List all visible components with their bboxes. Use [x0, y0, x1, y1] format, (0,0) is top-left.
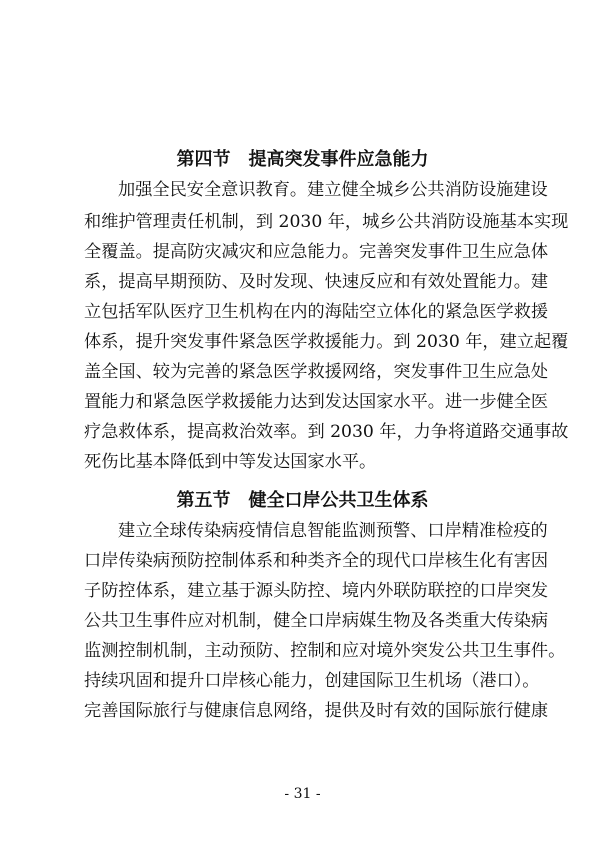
paragraph-line: 监测控制机制，主动预防、控制和应对境外突发公共卫生事件。 [84, 641, 566, 661]
section-heading: 第四节 提高突发事件应急能力 [176, 149, 429, 170]
paragraph-line: 建立全球传染病疫情信息智能监测预警、口岸精准检疫的 [118, 521, 548, 541]
page-number: - 31 - [284, 786, 321, 802]
paragraph-line: 子防控体系，建立基于源头防控、境内外联防联控的口岸突发 [84, 581, 549, 601]
paragraph-line: 置能力和紧急医学救援能力达到发达国家水平。进一步健全医 [84, 392, 549, 412]
paragraph-line: 盖全国、较为完善的紧急医学救援网络，突发事件卫生应急处 [84, 362, 549, 382]
paragraph-line: 全覆盖。提高防灾减灾和应急能力。完善突发事件卫生应急体 [84, 242, 549, 262]
paragraph-line: 持续巩固和提升口岸核心能力，创建国际卫生机场（港口）。 [84, 671, 540, 691]
paragraph-line: 系，提高早期预防、及时发现、快速反应和有效处置能力。建 [84, 272, 549, 292]
paragraph-line: 公共卫生事件应对机制，健全口岸病媒生物及各类重大传染病 [84, 611, 549, 631]
paragraph-line: 立包括军队医疗卫生机构在内的海陆空立体化的紧急医学救援 [84, 302, 549, 322]
section-heading: 第五节 健全口岸公共卫生体系 [176, 490, 429, 511]
paragraph-line: 加强全民安全意识教育。建立健全城乡公共消防设施建设 [118, 180, 548, 200]
paragraph-line: 完善国际旅行与健康信息网络，提供及时有效的国际旅行健康 [84, 701, 549, 721]
paragraph-line: 和维护管理责任机制，到 2030 年，城乡公共消防设施基本实现 [84, 212, 569, 232]
paragraph-line: 体系，提升突发事件紧急医学救援能力。到 2030 年，建立起覆 [84, 332, 569, 352]
paragraph-line: 口岸传染病预防控制体系和种类齐全的现代口岸核生化有害因 [84, 551, 549, 571]
paragraph-line: 疗急救体系，提高救治效率。到 2030 年，力争将道路交通事故 [84, 422, 569, 442]
paragraph-line: 死伤比基本降低到中等发达国家水平。 [84, 452, 377, 472]
